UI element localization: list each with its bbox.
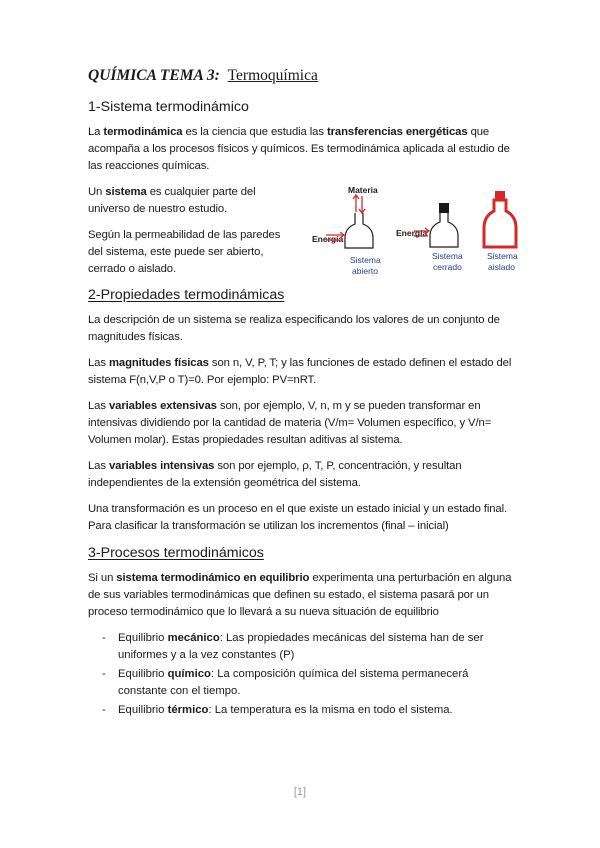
bold-term: sistema bbox=[105, 186, 147, 198]
bullet-dash: - bbox=[102, 704, 106, 716]
caption-open-1: Sistema bbox=[350, 255, 381, 265]
section-2-heading: 2-Propiedades termodinámicas bbox=[88, 287, 285, 303]
section-2-paragraph-4 bbox=[88, 458, 516, 492]
bold-term: sistema termodinámico en equilibrio bbox=[116, 572, 310, 584]
section-1-paragraph-2 bbox=[88, 184, 298, 218]
closed-system-diagram bbox=[396, 203, 463, 272]
caption-isolated-2: aislado bbox=[488, 262, 515, 272]
title-subject: Termoquímica bbox=[227, 67, 318, 84]
text-run: es la ciencia que estudia las bbox=[182, 126, 327, 138]
equilibrium-list bbox=[88, 630, 516, 719]
bold-term: magnitudes físicas bbox=[108, 357, 209, 369]
isolated-system-diagram bbox=[484, 191, 518, 272]
section-2-paragraph-5: Una transformación es un proceso en el que existe un estado inicial y un estado final. Para clasificar la transformación se utilizan los incrementos (final – inicial) bbox=[88, 503, 508, 532]
section-3-paragraph-1 bbox=[88, 570, 516, 621]
bold-term: químico bbox=[167, 668, 211, 680]
text-run: es cualquier parte del universo de nuestro estudio. bbox=[88, 186, 256, 215]
title-main: QUÍMICA TEMA 3: bbox=[88, 67, 220, 84]
text-run: experimenta una perturbación en alguna de sus variables termodinámicas que definen su estado, el sistema pasará por un proceso termodinámico que lo llevará a su nueva situación de equilibrio bbox=[88, 572, 512, 618]
text-run: que acompaña a los procesos físicos y químicos. Es termodinámica aplicada al estudio de las reacciones químicas. bbox=[88, 126, 510, 172]
text-run: Equilibrio bbox=[118, 632, 168, 644]
text-run: Equilibrio bbox=[118, 704, 168, 716]
text-run: La bbox=[88, 126, 104, 138]
text-run: Un bbox=[88, 186, 106, 198]
section-1-split bbox=[88, 184, 516, 280]
bold-term: variables intensivas bbox=[108, 460, 215, 472]
bold-term: térmico bbox=[167, 704, 209, 716]
text-run: son, por ejemplo, V, n, m y se pueden transformar en intensivas dividiendo por la cantidad de materia (V/m= Volumen específico, y V/n= Volumen molar). Estas propiedades resultan aditivas al sistema. bbox=[88, 400, 492, 446]
open-system-diagram bbox=[312, 185, 381, 276]
text-run: son por ejemplo, ρ, T, P, concentración, y resultan independientes de la extensión geométrica del sistema. bbox=[88, 460, 462, 489]
label-energia-closed: Energía bbox=[396, 228, 428, 238]
section-2-paragraph-1: La descripción de un sistema se realiza especificando los valores de un conjunto de magnitudes físicas. bbox=[88, 314, 500, 343]
section-1-paragraph-1 bbox=[88, 124, 516, 175]
label-energia-open: Energía bbox=[312, 234, 344, 244]
text-run: Si un bbox=[88, 572, 117, 584]
bold-term: transferencias energéticas bbox=[326, 126, 468, 138]
section-1-paragraph-3: Según la permeabilidad de las paredes del sistema, este puede ser abierto, cerrado o aislado. bbox=[88, 229, 281, 275]
page-number: [1] bbox=[293, 786, 307, 798]
isolated-flask-icon bbox=[484, 200, 516, 247]
open-flask-icon bbox=[345, 213, 373, 248]
list-item bbox=[88, 666, 516, 700]
list-item bbox=[88, 630, 516, 664]
closed-flask-stopper bbox=[439, 203, 449, 213]
bullet-dash: - bbox=[102, 632, 106, 644]
section-3-heading: 3-Procesos termodinámicos bbox=[88, 545, 264, 561]
list-item bbox=[88, 702, 516, 719]
section-2-paragraph-3 bbox=[88, 398, 516, 449]
text-run: Equilibrio bbox=[118, 668, 168, 680]
text-run: : La composición química del sistema permanecerá constante con el tiempo. bbox=[118, 668, 469, 697]
bold-term: termodinámica bbox=[103, 126, 183, 138]
bold-term: variables extensivas bbox=[108, 400, 217, 412]
label-materia: Materia bbox=[348, 185, 378, 195]
caption-closed-1: Sistema bbox=[432, 251, 463, 261]
thermo-systems-figure bbox=[312, 184, 522, 280]
bold-term: mecánico bbox=[167, 632, 220, 644]
bullet-dash: - bbox=[102, 668, 106, 680]
text-run: : La temperatura es la misma en todo el sistema. bbox=[208, 704, 453, 716]
section-1-left-column bbox=[88, 184, 298, 287]
caption-closed-2: cerrado bbox=[433, 262, 462, 272]
text-run: son n, V, P, T; y las funciones de estado definen el estado del sistema F(n,V,P o T)=0. Por ejemplo: PV=nRT. bbox=[88, 357, 512, 386]
section-2-paragraph-2 bbox=[88, 355, 516, 389]
section-1-heading: 1-Sistema termodinámico bbox=[88, 99, 249, 115]
text-run: Las bbox=[88, 460, 109, 472]
caption-open-2: abierto bbox=[352, 266, 378, 276]
text-run: Las bbox=[88, 357, 109, 369]
text-run: : Las propiedades mecánicas del sistema han de ser uniformes y a la vez constantes (P) bbox=[118, 632, 484, 661]
page-content bbox=[88, 66, 516, 721]
closed-flask-icon bbox=[430, 213, 458, 247]
document-title bbox=[88, 66, 516, 86]
text-run: Las bbox=[88, 400, 109, 412]
caption-isolated-1: Sistema bbox=[487, 251, 518, 261]
